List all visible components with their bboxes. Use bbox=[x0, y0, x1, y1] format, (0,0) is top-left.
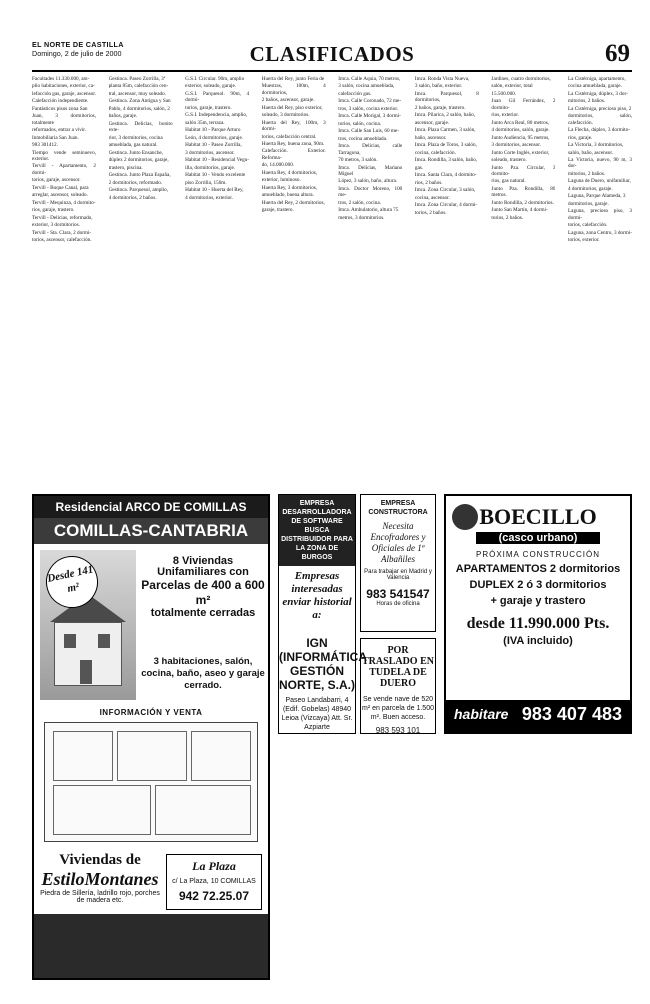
classified-line: Huerta Rey, 4 dormitorios, bbox=[261, 169, 318, 176]
classified-column-4 bbox=[262, 76, 326, 484]
classified-line: torios, ascensor, calefacción. bbox=[32, 237, 92, 244]
classified-line: Imca. Calle Morigal, 3 dormi- bbox=[338, 113, 401, 120]
classified-line: Imca. Delicias, Mariano Miguel bbox=[338, 164, 403, 177]
classified-line: La Cistérniga, precioso piso, 2 bbox=[568, 105, 632, 112]
classified-line: 3 dormitorios, ascensor. bbox=[185, 149, 235, 156]
classified-line: trastero, piscina. bbox=[108, 164, 143, 171]
boecillo-garage: + garaje y trastero bbox=[490, 595, 586, 607]
classified-line: dúplex 2 dormitorios, garaje, bbox=[108, 157, 169, 164]
classified-line: cocina, calefacción. bbox=[414, 149, 456, 156]
ad-traslado-phone: 983 593 101 bbox=[375, 726, 421, 735]
ad-constructora-roles: Encofradores y Oficiales de 1ª Albañiles bbox=[370, 532, 426, 564]
classified-line: planta 85m, calefacción cen- bbox=[108, 83, 169, 90]
classified-line: dormitorios, garaje. bbox=[568, 200, 609, 207]
classified-line: Muestras, 100m, 4 dormitorios, bbox=[261, 83, 326, 96]
classified-line: 983 301412. bbox=[32, 142, 58, 149]
classified-line: Habitat 10 - Vendo excelente bbox=[185, 172, 246, 179]
classified-line: dormitorios, salón, calefacción. bbox=[568, 113, 632, 126]
classified-line: Calefacción. Exterior. Reforma- bbox=[261, 148, 326, 161]
plaza-phone: 942 72.25.07 bbox=[178, 889, 250, 903]
classified-line: Gestinca. Junto Plaza España, bbox=[108, 172, 171, 179]
classified-line: amueblada, gas natural. bbox=[108, 142, 158, 149]
classified-line: rios, garaje, trastero. bbox=[32, 207, 75, 214]
classified-line: La Cistérniga, dúplex, 3 dor- bbox=[568, 90, 628, 97]
classified-line: G.S.I. Parquesol. 90m, 4 dormi- bbox=[185, 90, 250, 104]
classified-line: Junto Rondilla, 2 dormitorios. bbox=[491, 199, 554, 206]
classified-line: 2 dormitorios, reformado. bbox=[108, 179, 163, 186]
boecillo-sub: (casco urbano) bbox=[476, 532, 600, 544]
classified-line: salón, baño, ascensor. bbox=[568, 149, 614, 156]
ad-constructora bbox=[360, 494, 436, 632]
logo-line2: EstiloMontanes bbox=[41, 869, 159, 889]
classified-line: arreglar, ascensor, soleado. bbox=[32, 192, 88, 199]
ad-comillas-headline bbox=[140, 556, 266, 619]
classified-line: baños, garaje. bbox=[108, 113, 138, 120]
classified-line: Calefacción independiente. bbox=[32, 98, 89, 105]
classified-line: Tervill - Buque Canal, para bbox=[32, 184, 89, 191]
classified-line: López, 3 salón, baño, altura. bbox=[338, 178, 398, 185]
classified-line: Laguna de Duero, unifamiliar, bbox=[568, 178, 631, 185]
boecillo-apartments: APARTAMENTOS 2 dormitorios bbox=[455, 563, 621, 575]
ad-traslado bbox=[360, 638, 436, 734]
size-badge: Desde 141 m² bbox=[41, 551, 103, 613]
classified-line: Huerta del Rey, junto Feria de bbox=[261, 76, 325, 82]
ad-constructora-hours: Horas de oficina bbox=[376, 601, 420, 607]
classified-line: tral, ascensor, muy soleado. bbox=[108, 90, 166, 97]
classified-line: Junto Corte Inglés, exterior, bbox=[491, 149, 550, 156]
classified-line: mitorios, 2 baños. bbox=[568, 170, 606, 177]
boecillo-iva: (IVA incluido) bbox=[503, 635, 573, 647]
classified-line: 3 salón, cocina amueblada, bbox=[338, 83, 395, 90]
classified-column-1 bbox=[32, 76, 96, 484]
la-plaza-contact bbox=[166, 854, 262, 910]
ad-comillas-band: Residencial ARCO DE COMILLAS bbox=[34, 496, 268, 518]
classified-line: Imca. Calle Aquia, 70 metros, bbox=[338, 76, 401, 82]
ad-empresa-address: Paseo Landabarri, 4 (Edif. Gobelas) 48940 Leioa (Vizcaya) Att. Sr. Azpiarte bbox=[281, 697, 353, 731]
classified-line: Gestinca. Zona Antigua y San bbox=[108, 98, 171, 105]
classified-line: rior, 3 dormitorios, cocina bbox=[108, 134, 163, 141]
classified-line: Huerta del Rey, 2 dormitorios, bbox=[261, 199, 325, 206]
ad-comillas-line1: 8 Viviendas Unifamiliares con bbox=[157, 555, 249, 578]
classified-line: torios, exterior. bbox=[568, 237, 600, 244]
classified-column-8 bbox=[568, 76, 632, 484]
classified-line: Fantásticos pisos zona San bbox=[32, 105, 88, 112]
classified-line: Habitat 10 - Huerta del Rey, bbox=[185, 187, 244, 194]
classified-line: rios, exterior. bbox=[491, 112, 519, 119]
classified-line: piso Zorrilla, 150m. bbox=[185, 179, 227, 186]
section-title: CLASIFICADOS bbox=[249, 42, 415, 66]
classified-line: La Flecha, dúplex, 3 dormito- bbox=[568, 127, 630, 134]
classified-line: Habitat 10 - Parque Arturo bbox=[185, 127, 241, 134]
classified-line: exterior, 3 dormitorios. bbox=[32, 222, 80, 229]
logo-tagline: Piedra de Sillería, ladrillo rojo, porches de madera etc. bbox=[40, 890, 160, 904]
classified-column-7 bbox=[491, 76, 555, 484]
classified-line: salón 35m, terraza. bbox=[185, 119, 225, 126]
advertisements bbox=[32, 494, 632, 982]
plaza-name: La Plaza bbox=[192, 859, 236, 873]
boecillo-phone: 983 407 483 bbox=[521, 704, 622, 724]
plaza-address: c/ La Plaza, 10 COMILLAS bbox=[172, 878, 256, 885]
classified-line: Imca. Calle San Luis, 60 me- bbox=[338, 128, 399, 135]
classified-line: Imca. Santa Clara, 4 dormito- bbox=[414, 172, 477, 179]
classified-line: 4 dormitorios, garaje. bbox=[568, 185, 613, 192]
estilo-montanes-logo bbox=[40, 852, 160, 914]
ad-empresa-request: Empresas interesadas enviar historial a: bbox=[282, 570, 352, 621]
classified-line: La Victoria, nuevo, 90 m, 3 dor- bbox=[568, 157, 632, 170]
boecillo-footer bbox=[446, 700, 630, 732]
classified-line: garaje, trastero. bbox=[261, 207, 294, 214]
classified-line: cocina, ascensor. bbox=[414, 194, 450, 201]
classified-line: G.S.I. Independencia, amplio, bbox=[185, 112, 248, 119]
ad-comillas-features: 3 habitaciones, salón, cocina, baño, aseo y garaje cerrado. bbox=[141, 656, 265, 691]
classified-line: Imca. Doctor Moreno, 100 me- bbox=[338, 185, 403, 199]
classified-line: plio habitaciones, exterior, ca- bbox=[32, 83, 95, 90]
ad-comillas-title: COMILLAS-CANTABRIA bbox=[34, 518, 268, 544]
classified-line: 3 dormitorios, ascensor. bbox=[491, 142, 541, 149]
classified-column-3 bbox=[185, 76, 249, 484]
classified-line: rios, garaje. bbox=[568, 134, 593, 141]
classified-line: Junto Audiencia, 95 metros, bbox=[491, 134, 550, 141]
boecillo-name: BOECILLO bbox=[479, 504, 597, 529]
classified-line: Imca. Plaza de Toros, 3 salón, bbox=[414, 142, 477, 149]
classified-line: 15.500.000. bbox=[491, 90, 517, 97]
classified-line: Imca. Delicias, calle Tarragona, bbox=[338, 143, 403, 156]
classified-line: torios, calefacción central. bbox=[261, 133, 317, 140]
classified-line: exterior, soleado, garaje. bbox=[185, 83, 237, 90]
page-number: 69 bbox=[605, 40, 630, 67]
newspaper-name: EL NORTE DE CASTILLA bbox=[32, 40, 124, 49]
classified-line: Huerta Rey, 3 dormitorios, bbox=[261, 184, 318, 191]
classified-line: Junto San Martín, 4 dormi- bbox=[491, 207, 548, 214]
classified-line: Laguna, zona Centro, 3 dormi- bbox=[568, 229, 632, 236]
boecillo-duplex: DUPLEX 2 ó 3 dormitorios bbox=[469, 579, 607, 591]
classified-line: Tervill - Mequinza, 4 dormito- bbox=[32, 199, 96, 206]
page-header bbox=[32, 38, 632, 72]
ad-constructora-need: Necesita bbox=[382, 521, 414, 531]
classified-line: torios, 2 baños. bbox=[491, 214, 524, 221]
classified-line: rios, gas natural. bbox=[491, 178, 526, 185]
classified-line: tros, cocina amueblada. bbox=[338, 135, 388, 142]
middle-ads bbox=[278, 494, 436, 980]
ad-comillas-line3: totalmente cerradas bbox=[150, 607, 256, 619]
classified-line: Habitat 10 - Residencial Vegu- bbox=[185, 157, 250, 164]
classified-line: torios, calefacción. bbox=[568, 222, 608, 229]
classified-line: Juan, 3 dormitorios, totalmente bbox=[32, 113, 96, 126]
boecillo-prox: PRÓXIMA CONSTRUCCIÓN bbox=[475, 550, 600, 559]
classified-line: Imca. Plaza Carmen, 3 salón, bbox=[414, 127, 476, 134]
ad-comillas-line2: Parcelas de 400 a 600 m² bbox=[141, 578, 265, 607]
classified-line: Junto Pza. Circular, 3 dormito- bbox=[491, 164, 556, 177]
classified-line: Jardines, cuatro dormitorios, bbox=[491, 76, 551, 82]
floor-plan-illustration bbox=[44, 722, 258, 842]
classified-line: Imca. Pilarica, 2 salón, baño, bbox=[414, 112, 476, 119]
classified-line: torios, 2 baños. bbox=[414, 209, 447, 216]
classified-line: Imca. Parquesol, 8 dormitorios, bbox=[414, 90, 479, 104]
classified-line: Gestinca. Junto Ensanche, bbox=[108, 149, 164, 156]
classified-line: salón, exterior, total bbox=[491, 83, 533, 90]
classified-line: Imca. Ambulatorio, altura 75 bbox=[338, 207, 399, 214]
ad-boecillo bbox=[444, 494, 632, 734]
classified-line: Tiempo vende seminuevo, exterior. bbox=[32, 149, 96, 162]
classified-line: soleado, 3 dormitorios. bbox=[261, 112, 310, 119]
classified-line: mitorios, 2 baños. bbox=[568, 98, 606, 105]
classified-line: illa, dormitorios, garaje. bbox=[185, 164, 236, 171]
habitare-logo: habitare bbox=[454, 706, 509, 722]
issue-date: Domingo, 2 de julio de 2000 bbox=[32, 49, 122, 58]
ad-comillas-info: INFORMACIÓN Y VENTA bbox=[99, 708, 203, 717]
classified-line: do, 14.000.000. bbox=[261, 162, 295, 169]
ad-traslado-text: Se vende nave de 520 m² en parcela de 1.500 m². Buen acceso. bbox=[362, 696, 434, 721]
ad-constructora-title: EMPRESA CONSTRUCTORA bbox=[368, 500, 428, 516]
classified-line: torios, garaje, trastero. bbox=[185, 104, 232, 111]
classified-line: Laguna, Parque Alameda, 3 bbox=[568, 193, 626, 200]
classified-line: Tervill - Sta. Clara, 2 dormi- bbox=[32, 229, 92, 236]
ad-constructora-note: Para trabajar en Madrid y Valencia bbox=[364, 569, 432, 581]
classified-line: La Victoria, 3 dormitorios, bbox=[568, 142, 624, 149]
classified-line: calefacción gas. bbox=[338, 90, 372, 97]
classified-line: León, 4 dormitorios, garaje. bbox=[185, 134, 244, 141]
classified-line: torios, garaje, ascensor. bbox=[32, 177, 81, 184]
classified-line: Junto Pza. Rondilla, 80 metros. bbox=[491, 185, 556, 199]
classified-line: tros, 3 salón, cocina exterior. bbox=[338, 105, 399, 112]
classified-line: Huerta del Rey, 100m, 3 dormi- bbox=[261, 119, 326, 133]
ad-traslado-title: POR TRASLADO EN TUDELA DE DUERO bbox=[362, 645, 434, 689]
classified-line: Inmobiliaria San Juan. bbox=[32, 134, 79, 141]
classified-line: ascensor, garaje. bbox=[414, 119, 450, 126]
classified-line: amueblado, buena altura. bbox=[261, 192, 314, 199]
classified-line: Juan Gil Ferrández, 2 dormito- bbox=[491, 98, 556, 111]
classified-column-6 bbox=[415, 76, 479, 484]
classified-line: Huerta del Rey, piso exterior, bbox=[261, 104, 323, 111]
classified-line: tros, 2 salón, cocina. bbox=[338, 199, 381, 206]
classified-columns bbox=[32, 76, 632, 484]
classified-line: cocina amueblada, garaje. bbox=[568, 83, 622, 90]
classified-line: La Cistérniga, apartamento, bbox=[568, 76, 626, 82]
classified-line: 2 baños, garaje, trastero. bbox=[414, 104, 466, 111]
classified-column-5 bbox=[338, 76, 402, 484]
ad-arco-de-comillas bbox=[32, 494, 270, 980]
classified-line: soleado, trastero. bbox=[491, 157, 527, 164]
classified-line: Tervill - Delicias, reformado, bbox=[32, 214, 93, 221]
ad-constructora-phone: 983 541547 bbox=[366, 587, 430, 601]
classified-line: 4 dormitorios, exterior. bbox=[185, 194, 233, 201]
classified-line: lefacción gas, garaje, ascensor. bbox=[32, 90, 96, 97]
classified-line: Huerta Rey, buena zona, 90m. bbox=[261, 140, 325, 147]
classified-line: Imca. Zona Circular, 4 dormi- bbox=[414, 202, 478, 209]
ad-software-company bbox=[278, 494, 367, 734]
classified-line: Habitat 10 - Paseo Zorrilla, bbox=[185, 142, 242, 149]
classified-line: G.S.I. Circular. 90m, amplio bbox=[185, 76, 245, 82]
classified-line: Imca. Ronda Vista Nueva, bbox=[414, 76, 470, 82]
classified-line: Imca. Zona Circular, 3 salón, bbox=[414, 187, 476, 194]
classified-line: Pablo, 4 dormitorios, salón, 2 bbox=[108, 105, 170, 112]
ad-comillas-footer bbox=[34, 914, 268, 978]
classified-line: 70 metros, 3 salón. bbox=[338, 157, 378, 164]
classified-line: Imca. Calle Coronado, 72 me- bbox=[338, 98, 402, 105]
classified-line: Gestinca. Paseo Zorrilla, 3ª bbox=[108, 76, 166, 82]
classified-line: Gestinca. Parquesol, amplio, bbox=[108, 187, 169, 194]
classified-line: 4 dormitorios, 2 baños. bbox=[108, 194, 157, 201]
classified-line: 4 dormitorios, salón, garaje. bbox=[491, 127, 550, 134]
logo-line1: Viviendas de bbox=[59, 852, 141, 868]
classified-line: Gestinca. Delicias, bonito exte- bbox=[108, 120, 173, 134]
classified-line: Facultades 11.330.000, am- bbox=[32, 76, 90, 82]
classified-line: baño, ascensor. bbox=[414, 134, 447, 141]
classified-line: Imca. Rondilla, 3 salón, baño, bbox=[414, 157, 478, 164]
classified-column-2 bbox=[109, 76, 173, 484]
boecillo-price: desde 11.990.000 Pts. bbox=[466, 615, 610, 632]
classified-line: Tervill - Apartamento, 2 dormi- bbox=[32, 163, 96, 176]
classified-line: exterior, luminoso. bbox=[261, 177, 301, 184]
ad-empresa-headline: EMPRESA DESARROLLADORA DE SOFTWARE BUSCA DISTRIBUIDOR PARA LA ZONA DE BURGOS bbox=[279, 495, 355, 566]
house-icon bbox=[452, 504, 478, 530]
classified-line: Laguna, precioso piso, 3 dormi- bbox=[568, 208, 632, 221]
classified-line: reformados, entrar a vivir. bbox=[32, 127, 87, 134]
ad-empresa-logo: IGN (INFORMÁTICA GESTIÓN NORTE, S.A.) bbox=[279, 636, 367, 692]
classified-line: 2 baños, ascensor, garaje. bbox=[261, 97, 315, 104]
classified-line: Junto Arca Real, 80 metros, bbox=[491, 119, 550, 126]
classified-line: torios, salón, cocina. bbox=[338, 120, 382, 127]
classified-line: gas. bbox=[414, 164, 424, 171]
classified-line: rios, 2 baños. bbox=[414, 179, 443, 186]
classified-line: metros, 3 dormitorios. bbox=[338, 214, 385, 221]
classified-line: 3 salón, baño, exterior. bbox=[414, 83, 463, 90]
